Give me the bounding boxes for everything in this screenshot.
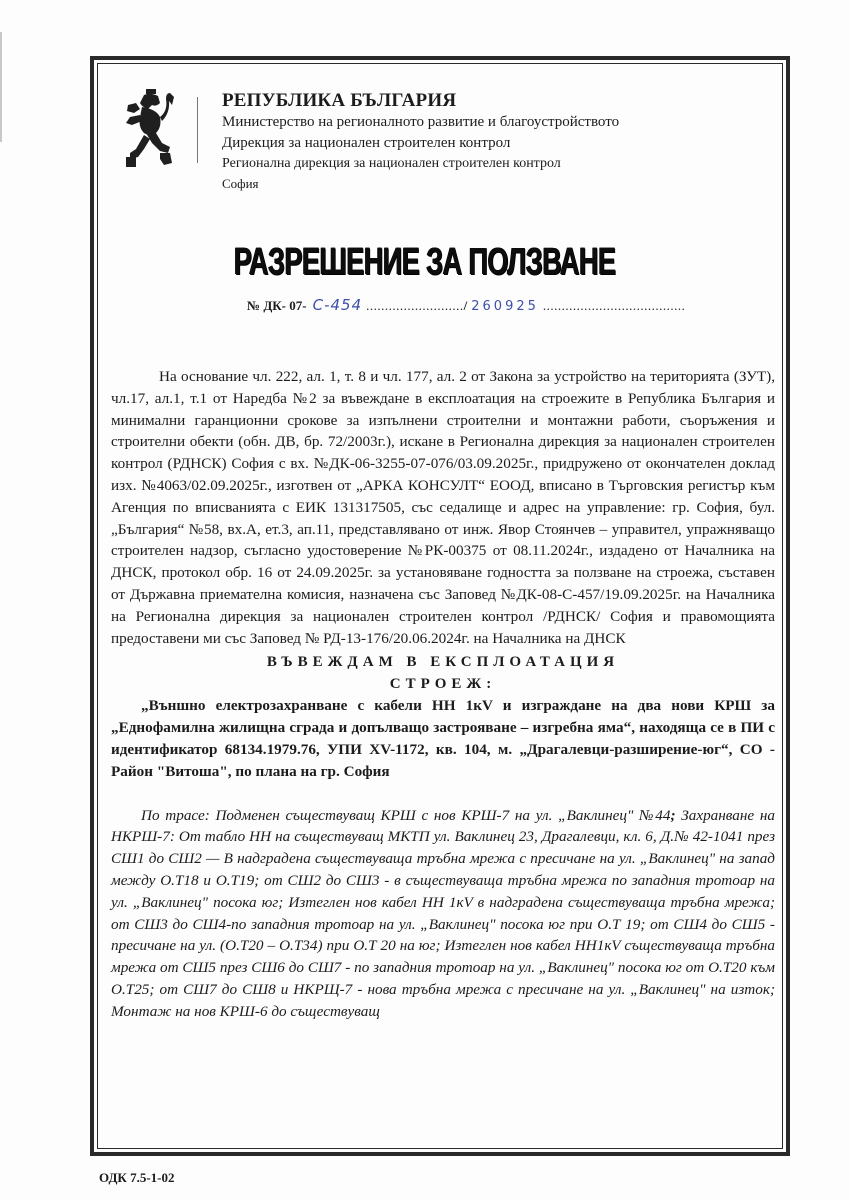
emblem-crown [146, 89, 156, 94]
city-name: София [222, 176, 259, 191]
country-name: РЕПУБЛИКА БЪЛГАРИЯ [222, 90, 457, 111]
heading-construction: СТРОЕЖ: [389, 676, 497, 693]
header-divider [197, 97, 198, 163]
route-semicolon: ; [670, 806, 676, 824]
emblem-hind-paw-left [126, 157, 136, 167]
emblem-tail [160, 93, 174, 121]
handwritten-number: С-454 [312, 296, 363, 314]
document-number [247, 293, 685, 319]
emblem-hind-leg-right [146, 133, 170, 153]
ministry-name: Министерство на регионалното развитие и благоустройството [222, 114, 620, 130]
letterhead [222, 90, 619, 194]
route-description [111, 805, 775, 1023]
document-title: РАЗРЕШЕНИЕ ЗА ПОЛЗВАНЕ [233, 241, 616, 283]
route-description-part-1: По трасе: Подменен съществуващ КРШ с нов КРШ-7 на ул. „Ваклинец" №44 [141, 806, 671, 824]
handwritten-date: 260925 [471, 299, 539, 314]
heading-commission: ВЪВЕЖДАМ В ЕКСПЛОАТАЦИЯ [266, 654, 620, 671]
bulgarian-lion-emblem-icon [122, 87, 176, 169]
emblem-hind-paw-right [160, 153, 172, 165]
emblem-front-paw-upper [127, 103, 140, 113]
number-separator: / [463, 298, 468, 313]
document-body [111, 366, 775, 1023]
form-code: ОДК 7.5-1-02 [99, 1170, 175, 1185]
date-dots: ...................................... [542, 298, 686, 313]
regional-directorate-name: Регионална дирекция за национален строителен контрол [222, 156, 561, 171]
construction-object-description: „Външно електрозахранване с кабели НН 1кV и изграждане на два нови КРШ за „Еднофамилна жилищна сграда и допълващо застрояване – изгребна яма“, находяща се в ПИ с идентификатор 68134.1979.76, УПИ XV-1172, кв. 104, м. „Драгалевци-разширение-юг“, СО - Район "Витоша", по плана на гр. София [111, 697, 775, 780]
directorate-name: Дирекция за национален строителен контрол [222, 135, 511, 151]
emblem-hind-leg-left [130, 135, 150, 159]
emblem-head [140, 94, 160, 109]
scan-edge-shadow [0, 32, 2, 142]
number-dots: .......................... [366, 298, 464, 313]
route-description-part-2: Захранване на НКРШ-7: От табло НН на съществуващ МКТП ул. Ваклинец 23, Драгалевци, кл. 6, Д.№ 42-1041 през СШ1 до СШ2 — В надградена съществуваща тръбна мрежа с пресичане на ул. „Ваклинец" на запад между О.Т18 и О.Т19; от СШ2 до СШ3 - в съществуваща тръбна мрежа по западния тротоар на ул. „Ваклинец" посока юг; Изтеглен нов кабел НН 1кV в надградена съществуваща тръбна мрежа; от СШ3 до СШ4-по западния тротоар на ул. „Ваклинец" посока юг при О.Т 19; от СШ4 до СШ5 - пресичане на ул. (О.Т20 – О.Т34) при О.Т 20 на юг; Изтеглен нов кабел НН1кV съществуваща тръбна мрежа от СШ5 през СШ6 до СШ7 - по западния тротоар на ул. „Ваклинец" посока юг от О.Т20 към О.Т25; от СШ7 до СШ8 и НКРЩ-7 - нова тръбна мрежа с пресичане на ул. „Ваклинец" на изток; Монтаж на нов КРШ-6 до съществуващ [111, 806, 775, 1020]
legal-basis-paragraph: На основание чл. 222, ал. 1, т. 8 и чл. 177, ал. 2 от Закона за устройство на територията (ЗУТ), чл.17, ал.1, т.1 от Наредба №2 за въвеждане в експлоатация на строежите в Република България и минимални гаранционни срокове за изпълнени строителни и монтажни работи, съоръжения и строителни обекти (обн. ДВ, бр. 72/2003г.), искане в Регионална дирекция за национален строителен контрол (РДНСК) София с вх. №ДК-06-3255-07-076/03.09.2025г., придружено от окончателен доклад изх. №4063/02.09.2025г., изготвен от „АРКА КОНСУЛТ“ ЕООД, вписано в Търговския регистър към Агенция по вписванията с ЕИК 131317505, със седалище и адрес на управление: гр. София, бул. „България“ №58, вх.А, ет.3, ап.11, представлявано от инж. Явор Стоянчев – управител, упражняващо строителен надзор, съгласно удостоверение №РК-00375 от 08.11.2024г., издадено от Началника на ДНСК, протокол обр. 16 от 24.09.2025г. за установяване годността за ползване на строежа, съставен от Държавна приемателна комисия, назначена със Заповед №ДК-08-С-457/19.09.2025г. на Началника на Регионална дирекция за национален строителен контрол /РДНСК/ София и правомощията предоставени ми със Заповед № РД-13-176/20.06.2024г. на Началника на ДНСК [111, 368, 775, 647]
emblem-body [140, 107, 161, 135]
document-number-prefix: № ДК- 07- [247, 298, 307, 313]
